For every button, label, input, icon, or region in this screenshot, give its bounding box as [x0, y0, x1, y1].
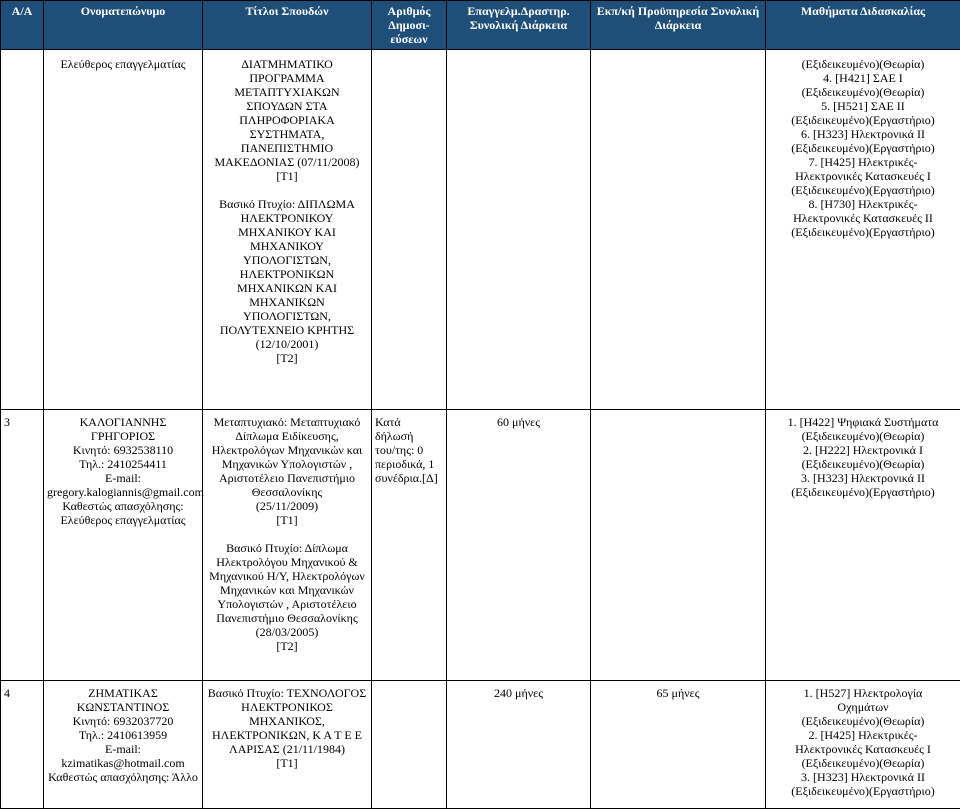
degree-line: ΗΛΕΚΤΡΟΝΙΚΩΝ, Κ Α Τ Ε Ε [206, 728, 368, 742]
courses-cell [766, 681, 960, 809]
degree-line: ΗΛΕΚΤΡΟΝΙΚΩΝ [206, 267, 368, 281]
publications-line: δήλωσή [375, 429, 443, 443]
courses-cell [766, 410, 960, 681]
teaching-experience-cell: 65 μήνες [591, 681, 766, 809]
degree-line: ΗΛΕΚΤΡΟΝΙΚΟΥ [206, 211, 368, 225]
degree-line: ΥΠΟΛΟΓΙΣΤΩΝ, [206, 309, 368, 323]
degree-line: Μεταπτυχιακό: Μεταπτυχιακό [206, 415, 368, 429]
course-line: 1. [Η527] Ηλεκτρολογία [769, 686, 957, 700]
person-line: ΖΗΜΑΤΙΚΑΣ [47, 686, 199, 700]
degree-line: [Τ1] [206, 169, 368, 183]
course-line: (Εξιδεικευμένο)(Θεωρία) [769, 714, 957, 728]
degree-line: ΣΠΟΥΔΩΝ ΣΤΑ [206, 99, 368, 113]
person-line: E-mail: kzimatikas@hotmail.com [47, 742, 199, 770]
degree-line: Αριστοτέλειο Πανεπιστήμιο [206, 471, 368, 485]
degrees-cell [203, 681, 372, 809]
degree-line: [Τ1] [206, 756, 368, 770]
table-row [1, 410, 960, 681]
professional-experience-cell: 60 μήνες [447, 410, 591, 681]
header-professional-experience: Επαγγελμ.Δραστηρ. Συνολική Διάρκεια [447, 1, 591, 50]
degree-gap [206, 183, 368, 197]
person-line: Τηλ.: 2410254411 [47, 457, 199, 471]
degree-line: ΣΥΣΤΗΜΑΤΑ, [206, 127, 368, 141]
degree-line: ΜΗΧΑΝΙΚΟΥ ΚΑΙ [206, 225, 368, 239]
course-line: 3. [Η323] Ηλεκτρονικά ΙΙ [769, 471, 957, 485]
degree-line: ΜΗΧΑΝΙΚΩΝ ΚΑΙ [206, 281, 368, 295]
course-line: 3. [Η323] Ηλεκτρονικά ΙΙ [769, 770, 957, 784]
person-cell [44, 681, 203, 809]
publications-line: συνέδρια.[Δ] [375, 471, 443, 485]
degree-line: Μηχανικού Η/Υ, Ηλεκτρολόγων [206, 569, 368, 583]
degree-line: ΜΑΚΕΔΟΝΙΑΣ (07/11/2008) [206, 155, 368, 169]
course-line: 2. [Η222] Ηλεκτρονικά Ι [769, 443, 957, 457]
course-line: 8. [Η730] Ηλεκτρικές- [769, 197, 957, 211]
row-number-cell [1, 50, 44, 410]
person-line: Καθεστώς απασχόλησης: [47, 499, 199, 513]
person-line: Κινητό: 6932538110 [47, 443, 199, 457]
header-publications: Αριθμός Δημοσι-εύσεων [372, 1, 447, 50]
course-line: (Εξιδεικευμένο)(Θεωρία) [769, 457, 957, 471]
degree-line: ΠΡΟΓΡΑΜΜΑ [206, 71, 368, 85]
course-line: (Εξιδεικευμένο)(Θεωρία) [769, 756, 957, 770]
degree-line: ΥΠΟΛΟΓΙΣΤΩΝ, [206, 253, 368, 267]
degree-line: ΜΗΧΑΝΙΚΩΝ [206, 295, 368, 309]
degree-line: [Τ2] [206, 351, 368, 365]
degree-line: Μηχανικών και Μηχανικών [206, 583, 368, 597]
course-line: Ηλεκτρονικές Κατασκευές ΙΙ [769, 211, 957, 225]
header-teaching-experience: Εκπ/κή Προϋπηρεσία Συνολική Διάρκεια [591, 1, 766, 50]
degrees-cell [203, 410, 372, 681]
person-line: ΚΩΝΣΤΑΝΤΙΝΟΣ [47, 700, 199, 714]
person-line: Τηλ.: 2410613959 [47, 728, 199, 742]
row-number-cell: 3 [1, 410, 44, 681]
degree-line: Βασικό Πτυχίο: ΤΕΧΝΟΛΟΓΟΣ [206, 686, 368, 700]
course-line: (Εξιδεικευμένο)(Θεωρία) [769, 57, 957, 71]
degree-gap [206, 527, 368, 541]
degrees-cell [203, 50, 372, 410]
degree-line: Ηλεκτρολόγων Μηχανικών και [206, 443, 368, 457]
publications-cell [372, 50, 447, 410]
header-name: Ονοματεπώνυμο [44, 1, 203, 50]
header-courses: Μαθήματα Διδασκαλίας [766, 1, 960, 50]
course-line: (Εξιδεικευμένο)(Εργαστήριο) [769, 183, 957, 197]
degree-line: ΔΙΑΤΜΗΜΑΤΙΚΟ [206, 57, 368, 71]
person-line: Ελεύθερος επαγγελματίας [47, 57, 199, 71]
person-line: gregory.kalogiannis@gmail.com [47, 485, 199, 499]
publications-line: Κατά [375, 415, 443, 429]
course-line: Ηλεκτρονικές Κατασκευές Ι [769, 742, 957, 756]
table-row [1, 681, 960, 809]
course-line: 2. [Η425] Ηλεκτρικές- [769, 728, 957, 742]
publications-cell [372, 681, 447, 809]
degree-line: (25/11/2009) [206, 499, 368, 513]
person-line: Ελεύθερος επαγγελματίας [47, 513, 199, 527]
person-cell [44, 410, 203, 681]
degree-line: [Τ1] [206, 513, 368, 527]
degree-line: ΠΛΗΡΟΦΟΡΙΑΚΑ [206, 113, 368, 127]
course-line: 7. [Η425] Ηλεκτρικές- [769, 155, 957, 169]
course-line: (Εξιδεικευμένο)(Εργαστήριο) [769, 113, 957, 127]
degree-line: ΜΕΤΑΠΤΥΧΙΑΚΩΝ [206, 85, 368, 99]
degree-line: Πανεπιστήμιο Θεσσαλονίκης [206, 611, 368, 625]
person-line: Κινητό: 6932037720 [47, 714, 199, 728]
degree-line: [Τ2] [206, 639, 368, 653]
degree-line: Μηχανικών Υπολογιστών , [206, 457, 368, 471]
degree-line: (28/03/2005) [206, 625, 368, 639]
course-line: (Εξιδεικευμένο)(Εργαστήριο) [769, 784, 957, 798]
course-line: (Εξιδεικευμένο)(Θεωρία) [769, 429, 957, 443]
degree-line: Ηλεκτρολόγου Μηχανικού & [206, 555, 368, 569]
row-number-cell: 4 [1, 681, 44, 809]
person-cell [44, 50, 203, 410]
publications-cell [372, 410, 447, 681]
header-degrees: Τίτλοι Σπουδών [203, 1, 372, 50]
header-aa: Α/Α [1, 1, 44, 50]
professional-experience-cell [447, 50, 591, 410]
degree-line: ΜΗΧΑΝΙΚΟΣ, [206, 714, 368, 728]
course-line: Ηλεκτρονικές Κατασκευές Ι [769, 169, 957, 183]
person-line: ΚΑΛΟΓΙΑΝΝΗΣ ΓΡΗΓΟΡΙΟΣ [47, 415, 199, 443]
degree-line: Βασικό Πτυχίο: ΔΙΠΛΩΜΑ [206, 197, 368, 211]
publications-line: περιοδικά, 1 [375, 457, 443, 471]
degree-line: Βασικό Πτυχίο: Δίπλωμα [206, 541, 368, 555]
teaching-experience-cell [591, 410, 766, 681]
degree-line: Θεσσαλονίκης [206, 485, 368, 499]
course-line: (Εξιδεικευμένο)(Εργαστήριο) [769, 141, 957, 155]
table-row [1, 50, 960, 410]
person-line: E-mail: [47, 471, 199, 485]
course-line: (Εξιδεικευμένο)(Εργαστήριο) [769, 225, 957, 239]
course-line: 1. [Η422] Ψηφιακά Συστήματα [769, 415, 957, 429]
course-line: (Εξιδεικευμένο)(Εργαστήριο) [769, 485, 957, 499]
degree-line: ΛΑΡΙΣΑΣ (21/11/1984) [206, 742, 368, 756]
degree-line: ΜΗΧΑΝΙΚΟΥ [206, 239, 368, 253]
person-line: Καθεστώς απασχόλησης: Άλλο [47, 770, 199, 784]
publications-line: του/της: 0 [375, 443, 443, 457]
degree-line: ΗΛΕΚΤΡΟΝΙΚΟΣ [206, 700, 368, 714]
course-line: 5. [Η521] ΣΑΕ ΙΙ [769, 99, 957, 113]
degree-line: (12/10/2001) [206, 337, 368, 351]
degree-line: ΠΟΛΥΤΕΧΝΕΙΟ ΚΡΗΤΗΣ [206, 323, 368, 337]
professional-experience-cell: 240 μήνες [447, 681, 591, 809]
course-line: Οχημάτων [769, 700, 957, 714]
course-line: (Εξιδεικευμένο)(Θεωρία) [769, 85, 957, 99]
course-line: 6. [Η323] Ηλεκτρονικά ΙΙ [769, 127, 957, 141]
teaching-experience-cell [591, 50, 766, 410]
degree-line: ΠΑΝΕΠΙΣΤΗΜΙΟ [206, 141, 368, 155]
degree-line: Υπολογιστών , Αριστοτέλειο [206, 597, 368, 611]
degree-line: Δίπλωμα Ειδίκευσης, [206, 429, 368, 443]
course-line: 4. [Η421] ΣΑΕ Ι [769, 71, 957, 85]
table-header-row [1, 1, 960, 50]
courses-cell [766, 50, 960, 410]
